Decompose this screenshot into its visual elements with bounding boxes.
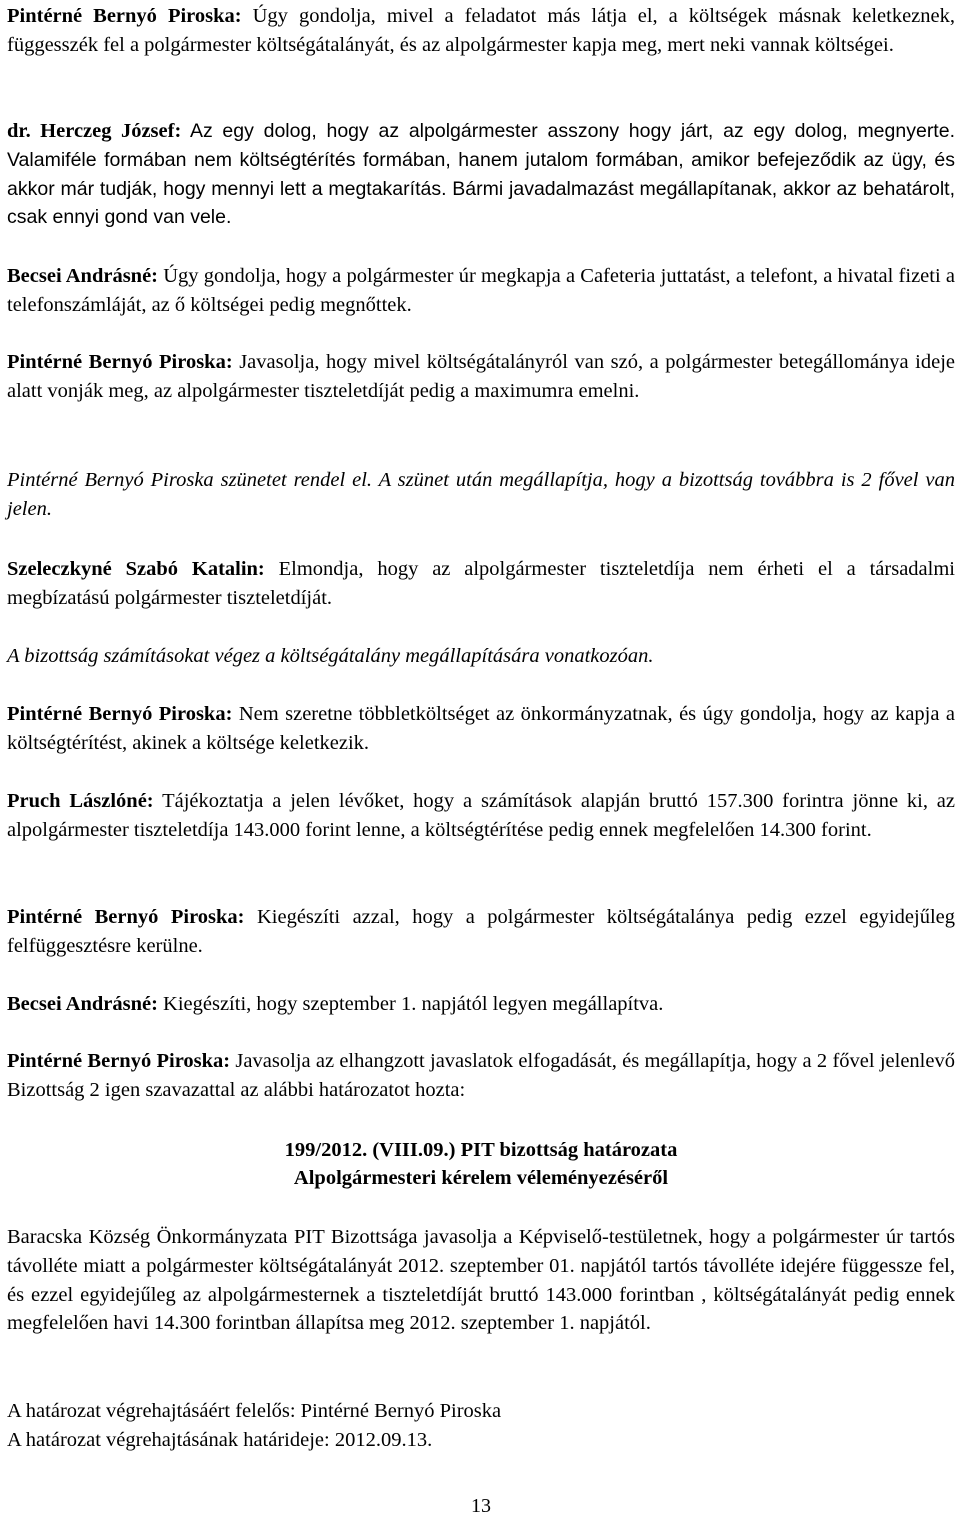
paragraph-text: Javasolja az elhangzott javaslatok elfogadását, és megállapítja, hogy a 2 fővel jelenlevő Bizottság 2 igen szavazattal az alábbi határozatot hozta: <box>7 1050 955 1101</box>
paragraph-text: Elmondja, hogy az alpolgármester tiszteletdíja nem érheti el a társadalmi megbízatású polgármester tiszteletdíját. <box>7 558 955 609</box>
paragraph-4 <box>7 348 955 406</box>
paragraph-3 <box>7 262 955 320</box>
paragraph-text: Kiegészíti azzal, hogy a polgármester költségátalánya pedig ezzel egyidejűleg felfüggesztésre kerülne. <box>7 906 955 957</box>
paragraph-text: Javasolja, hogy mivel költségátalányról van szó, a polgármester betegállománya ideje alatt vonják meg, az alpolgármester tiszteletdíját pedig a maximumra emelni. <box>7 351 955 402</box>
paragraph-11 <box>7 990 955 1019</box>
speaker-name: Pintérné Bernyó Piroska: <box>7 906 245 928</box>
paragraph-text: Tájékoztatja a jelen lévőket, hogy a számítások alapján bruttó 157.300 forintra jönne ki, az alpolgármester tiszteletdíja 143.000 forint lenne, a költségtérítése pedig ennek megfelelően 14.300 forint. <box>7 790 955 841</box>
paragraph-text: Úgy gondolja, hogy a polgármester úr megkapja a Cafeteria juttatást, a telefont, a hivatal fizeti a telefonszámláját, az ő költségei pedig megnőttek. <box>7 265 955 316</box>
paragraph-text: Úgy gondolja, mivel a feladatot más látja el, a költségek másnak keletkeznek, függesszék fel a polgármester költségátalányát, és az alpolgármester kapja meg, mert neki vannak költségei. <box>7 5 955 56</box>
paragraph-6 <box>7 555 955 613</box>
paragraph-9 <box>7 787 955 845</box>
resolution-deadline: A határozat végrehajtásának határideje: 2012.09.13. <box>7 1429 433 1451</box>
page-number: 13 <box>471 1495 491 1517</box>
paragraph-text: Az egy dolog, hogy az alpolgármester asszony hogy járt, az egy dolog, megnyerte. Valamiféle formában nem költségtérítés formában, hanem jutalom formában, amikor befejeződik az ügy, és akkor már tudják, hogy mennyi lett a megtakarítás. Bármi javadalmazást megállapítanak, akkor az behatárolt, csak ennyi gond van vele. <box>7 120 955 229</box>
speaker-name: Pintérné Bernyó Piroska: <box>7 1050 231 1072</box>
paragraph-10 <box>7 903 955 961</box>
speaker-name: Pruch Lászlóné: <box>7 790 154 812</box>
resolution-title: Alpolgármesteri kérelem véleményezéséről <box>293 1167 669 1189</box>
paragraph-text: Kiegészíti, hogy szeptember 1. napjától legyen megállapítva. <box>157 993 664 1015</box>
resolution-number: 199/2012. (VIII.09.) PIT bizottság határozata <box>284 1139 678 1161</box>
speaker-name: Pintérné Bernyó Piroska: <box>7 351 233 373</box>
paragraph-12 <box>7 1047 955 1105</box>
paragraph-8 <box>7 700 955 758</box>
speaker-name: dr. Herczeg József: <box>7 120 182 142</box>
speaker-name: Becsei Andrásné: <box>7 993 158 1015</box>
resolution-responsible: A határozat végrehajtásáért felelős: Pintérné Bernyó Piroska <box>7 1400 502 1422</box>
paragraph-text: Nem szeretne többletköltséget az önkormányzatnak, és úgy gondolja, hogy az kapja a költségtérítést, akinek a költsége keletkezik. <box>7 703 955 754</box>
paragraph-2 <box>7 117 955 232</box>
resolution-body: Baracska Község Önkormányzata PIT Bizottsága javasolja a Képviselő-testületnek, hogy a polgármester úr tartós távolléte miatt a polgármester költségátalányát 2012. szeptember 01. napjától tartós távolléte idejére függessze fel, és ezzel egyidejűleg az alpolgármesternek a tiszteletdíját bruttó 143.000 forintban , költségátalányát pedig ennek megfelelően havi 14.300 forintban állapítsa meg 2012. szeptember 1. napjától. <box>7 1226 955 1335</box>
paragraph-7-italic: A bizottság számításokat végez a költségátalány megállapítására vonatkozóan. <box>7 645 654 667</box>
paragraph-1 <box>7 2 955 60</box>
paragraph-5-italic: Pintérné Bernyó Piroska szünetet rendel el. A szünet után megállapítja, hogy a bizottság továbbra is 2 fővel van jelen. <box>7 469 955 520</box>
speaker-name: Becsei Andrásné: <box>7 265 159 287</box>
speaker-name: Pintérné Bernyó Piroska: <box>7 5 242 27</box>
speaker-name: Pintérné Bernyó Piroska: <box>7 703 233 725</box>
speaker-name: Szeleczkyné Szabó Katalin: <box>7 558 265 580</box>
